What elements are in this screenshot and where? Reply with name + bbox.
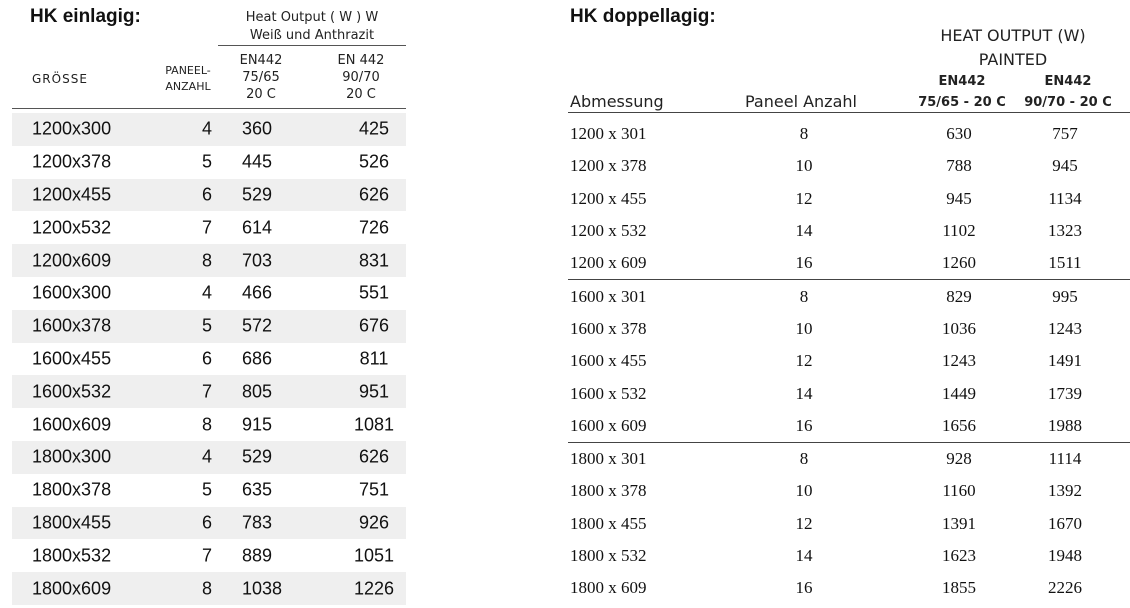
row-output-75-65: 1656 <box>942 415 976 435</box>
row-output-75-65: 1160 <box>942 481 976 501</box>
table-row <box>568 247 1130 280</box>
left-header-panels-line2: ANZAHL <box>165 80 211 93</box>
row-panel-count: 16 <box>795 253 813 273</box>
row-size: 1800x300 <box>32 446 112 467</box>
row-output-75-65: 686 <box>242 348 273 369</box>
row-output-75-65: 889 <box>242 545 273 566</box>
row-output-75-65: 1391 <box>942 513 976 533</box>
row-output-75-65: 1102 <box>942 221 976 241</box>
row-output-75-65: 829 <box>946 286 972 306</box>
row-output-75-65: 915 <box>242 414 273 435</box>
row-output-90-70: 1392 <box>1048 481 1082 501</box>
row-panel-count: 10 <box>795 318 813 338</box>
left-header-color-note: Weiß und Anthrazit <box>249 28 375 43</box>
row-size: 1600 x 378 <box>570 318 647 338</box>
table-row <box>12 277 406 310</box>
row-output-90-70: 425 <box>358 118 390 139</box>
table-row <box>568 345 1130 377</box>
left-header-bottom-divider <box>12 108 406 109</box>
row-size: 1800x609 <box>32 578 112 599</box>
right-header-en442-2: EN442 <box>1044 74 1092 89</box>
row-panel-count: 6 <box>201 512 212 533</box>
row-output-75-65: 466 <box>242 282 273 303</box>
table-row <box>12 310 406 343</box>
row-size: 1800 x 609 <box>570 578 647 598</box>
row-output-75-65: 614 <box>242 217 273 238</box>
table-row <box>12 179 406 212</box>
left-table-body <box>12 113 406 605</box>
table-row <box>12 244 406 277</box>
row-panel-count: 14 <box>795 546 813 565</box>
row-output-90-70: 811 <box>359 348 389 369</box>
row-output-90-70: 1739 <box>1048 383 1082 403</box>
row-output-90-70: 1511 <box>1048 253 1082 273</box>
row-size: 1800 x 301 <box>570 449 647 469</box>
row-panel-count: 7 <box>201 217 212 238</box>
row-size: 1600x532 <box>32 381 112 402</box>
left-header-panels-line1: PANEEL- <box>165 64 211 77</box>
row-output-90-70: 831 <box>358 250 390 271</box>
table-row <box>12 474 406 507</box>
row-output-75-65: 703 <box>242 250 273 271</box>
row-panel-count: 16 <box>795 415 813 435</box>
row-panel-count: 8 <box>201 578 212 599</box>
row-panel-count: 6 <box>201 348 212 369</box>
row-output-90-70: 951 <box>358 381 390 402</box>
row-panel-count: 8 <box>799 286 809 306</box>
table-row <box>12 343 406 376</box>
table-row <box>12 113 406 146</box>
row-panel-count: 12 <box>795 351 813 371</box>
left-table-title: HK einlagig: <box>30 6 141 27</box>
row-output-75-65: 1260 <box>942 253 976 273</box>
table-row <box>12 539 406 572</box>
row-output-90-70: 551 <box>358 282 390 303</box>
left-header-heat-output: Heat Output ( W ) W <box>245 10 379 25</box>
row-size: 1600 x 532 <box>570 383 647 403</box>
row-size: 1200x532 <box>32 217 112 238</box>
row-output-90-70: 1134 <box>1048 188 1082 208</box>
right-header-75-65: 75/65 - 20 C <box>918 95 1006 110</box>
row-size: 1200 x 301 <box>570 124 647 144</box>
row-panel-count: 5 <box>201 479 212 500</box>
row-output-90-70: 676 <box>358 315 390 336</box>
table-row <box>12 146 406 179</box>
table-row <box>568 150 1130 182</box>
left-header-size: GRÖSSE <box>32 72 88 86</box>
row-panel-count: 8 <box>799 449 809 469</box>
table-row <box>12 507 406 540</box>
row-panel-count: 4 <box>201 446 212 467</box>
table-row <box>12 408 406 441</box>
row-size: 1600 x 301 <box>570 286 647 306</box>
row-output-90-70: 1491 <box>1048 351 1082 371</box>
right-header-painted: PAINTED <box>978 50 1048 69</box>
table-row <box>12 441 406 474</box>
table-row <box>568 280 1130 312</box>
row-output-75-65: 1623 <box>942 546 976 565</box>
row-output-90-70: 1243 <box>1048 318 1082 338</box>
row-output-90-70: 526 <box>358 151 390 172</box>
row-panel-count: 14 <box>795 221 813 241</box>
row-size: 1800 x 455 <box>570 513 647 533</box>
row-size: 1600x378 <box>32 315 112 336</box>
row-size: 1600x609 <box>32 414 112 435</box>
row-panel-count: 8 <box>201 250 212 271</box>
row-size: 1200x609 <box>32 250 112 271</box>
row-panel-count: 4 <box>201 282 212 303</box>
row-size: 1600 x 455 <box>570 351 647 371</box>
row-output-75-65: 928 <box>946 449 972 469</box>
table-row <box>12 375 406 408</box>
row-panel-count: 7 <box>201 381 212 402</box>
row-panel-count: 14 <box>795 383 813 403</box>
right-header-90-70: 90/70 - 20 C <box>1024 95 1112 110</box>
row-panel-count: 10 <box>795 156 813 176</box>
table-row <box>568 475 1130 507</box>
row-output-75-65: 788 <box>946 156 972 176</box>
row-size: 1200 x 455 <box>570 188 647 208</box>
row-size: 1200x455 <box>32 184 112 205</box>
table-row <box>568 377 1130 409</box>
row-output-75-65: 1855 <box>942 578 976 598</box>
row-output-75-65: 805 <box>242 381 273 402</box>
table-row <box>568 508 1130 540</box>
right-table-body <box>568 118 1130 604</box>
row-panel-count: 5 <box>201 315 212 336</box>
row-size: 1200 x 532 <box>570 221 647 241</box>
row-output-75-65: 1243 <box>942 351 976 371</box>
row-output-90-70: 1051 <box>353 545 395 566</box>
table-row <box>568 118 1130 150</box>
row-output-75-65: 945 <box>946 188 972 208</box>
right-header-divider <box>568 112 1130 113</box>
right-header-panels: Paneel Anzahl <box>745 92 857 111</box>
row-output-75-65: 529 <box>242 446 273 467</box>
row-panel-count: 6 <box>201 184 212 205</box>
row-output-90-70: 751 <box>358 479 390 500</box>
table-row <box>568 572 1130 604</box>
row-panel-count: 10 <box>795 481 813 501</box>
row-size: 1200 x 609 <box>570 253 647 273</box>
row-output-90-70: 1081 <box>353 414 395 435</box>
right-header-dimension: Abmessung <box>570 92 664 111</box>
row-panel-count: 8 <box>201 414 212 435</box>
row-output-75-65: 529 <box>242 184 273 205</box>
row-output-90-70: 1226 <box>353 578 395 599</box>
row-output-90-70: 626 <box>358 446 390 467</box>
row-output-75-65: 445 <box>242 151 273 172</box>
row-size: 1600 x 609 <box>570 415 647 435</box>
row-output-90-70: 995 <box>1052 286 1078 306</box>
row-output-90-70: 626 <box>358 184 390 205</box>
right-header-heat-output: HEAT OUTPUT (W) <box>940 26 1086 45</box>
row-panel-count: 12 <box>795 188 813 208</box>
row-output-90-70: 1323 <box>1048 221 1082 241</box>
row-output-90-70: 926 <box>358 512 390 533</box>
row-size: 1200x378 <box>32 151 112 172</box>
row-panel-count: 7 <box>201 545 212 566</box>
row-size: 1200 x 378 <box>570 156 647 176</box>
table-row <box>12 211 406 244</box>
row-output-90-70: 2226 <box>1048 578 1082 598</box>
row-output-90-70: 757 <box>1052 124 1078 144</box>
table-row <box>12 572 406 605</box>
table-row <box>568 443 1130 475</box>
left-header-en442-75-65: EN442 75/65 20 C <box>239 53 283 102</box>
row-panel-count: 4 <box>201 118 212 139</box>
table-row <box>568 183 1130 215</box>
row-output-75-65: 572 <box>242 315 273 336</box>
row-output-75-65: 360 <box>242 118 273 139</box>
row-output-75-65: 1038 <box>242 578 283 599</box>
row-panel-count: 5 <box>201 151 212 172</box>
row-size: 1800x378 <box>32 479 112 500</box>
row-size: 1800 x 378 <box>570 481 647 501</box>
table-row <box>568 215 1130 247</box>
row-panel-count: 16 <box>795 578 813 598</box>
row-panel-count: 12 <box>795 513 813 533</box>
row-output-75-65: 783 <box>242 512 273 533</box>
row-size: 1200x300 <box>32 118 112 139</box>
row-output-90-70: 1948 <box>1048 546 1082 565</box>
right-table-title: HK doppellagig: <box>570 6 716 27</box>
row-size: 1800 x 532 <box>570 546 647 565</box>
row-output-75-65: 635 <box>242 479 273 500</box>
row-output-90-70: 1670 <box>1048 513 1082 533</box>
row-output-90-70: 726 <box>358 217 390 238</box>
left-header-divider <box>218 45 406 46</box>
row-output-90-70: 1114 <box>1048 449 1082 469</box>
row-panel-count: 8 <box>799 124 809 144</box>
row-size: 1800x455 <box>32 512 112 533</box>
table-row <box>568 540 1130 572</box>
right-header-en442-1: EN442 <box>938 74 986 89</box>
row-size: 1600x455 <box>32 348 112 369</box>
row-output-75-65: 1036 <box>942 318 976 338</box>
row-output-75-65: 630 <box>946 124 972 144</box>
table-row <box>568 410 1130 443</box>
row-output-75-65: 1449 <box>942 383 976 403</box>
row-size: 1600x300 <box>32 282 112 303</box>
row-output-90-70: 945 <box>1052 156 1078 176</box>
table-row <box>568 313 1130 345</box>
row-output-90-70: 1988 <box>1048 415 1082 435</box>
left-header-en442-90-70: EN 442 90/70 20 C <box>337 53 385 102</box>
row-size: 1800x532 <box>32 545 112 566</box>
